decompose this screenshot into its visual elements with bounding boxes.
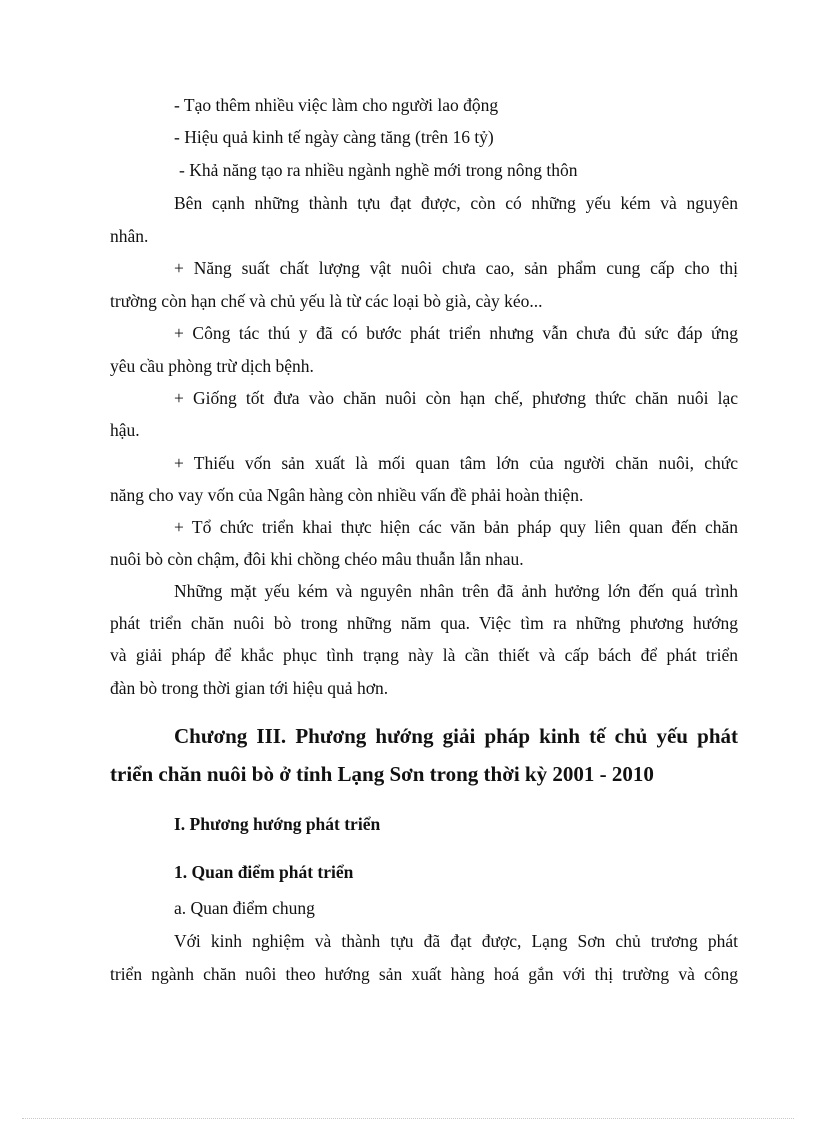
paragraph-line: Những mặt yếu kém và nguyên nhân trên đã ảnh hưởng lớn đến quá trình	[174, 581, 738, 601]
page-bottom-rule	[22, 1118, 794, 1119]
bullet-line: - Hiệu quả kinh tế ngày càng tăng (trên 16 tỷ)	[174, 127, 494, 147]
paragraph-line: năng cho vay vốn của Ngân hàng còn nhiều vấn đề phải hoàn thiện.	[110, 485, 584, 505]
paragraph-line: Với kinh nghiệm và thành tựu đã đạt được, Lạng Sơn chủ trương phát	[174, 931, 738, 951]
section-heading: I. Phương hướng phát triển	[174, 814, 381, 834]
bullet-line: - Khả năng tạo ra nhiều ngành nghề mới trong nông thôn	[179, 160, 578, 180]
paragraph-line: đàn bò trong thời gian tới hiệu quả hơn.	[110, 678, 389, 698]
paragraph-line: và giải pháp để khắc phục tình trạng này là cần thiết và cấp bách để phát triển	[110, 645, 738, 665]
paragraph-line: hậu.	[110, 420, 140, 440]
paragraph-line: + Thiếu vốn sản xuất là mối quan tâm lớn của người chăn nuôi, chức	[174, 453, 738, 473]
paragraph-line: Bên cạnh những thành tựu đạt được, còn có những yếu kém và nguyên	[174, 193, 738, 213]
chapter-heading: Chương III. Phương hướng giải pháp kinh tế chủ yếu phát	[174, 724, 738, 748]
paragraph-line: phát triển chăn nuôi bò trong những năm qua. Việc tìm ra những phương hướng	[110, 613, 738, 633]
paragraph-line: + Giống tốt đưa vào chăn nuôi còn hạn chế, phương thức chăn nuôi lạc	[174, 388, 738, 408]
paragraph-line: + Năng suất chất lượng vật nuôi chưa cao, sản phẩm cung cấp cho thị	[174, 258, 738, 278]
paragraph-line: + Tổ chức triển khai thực hiện các văn bản pháp quy liên quan đến chăn	[174, 517, 738, 537]
bullet-line: - Tạo thêm nhiều việc làm cho người lao động	[174, 95, 499, 115]
paragraph-line: triển ngành chăn nuôi theo hướng sản xuất hàng hoá gắn với thị trường và công	[110, 964, 738, 984]
paragraph-line: nhân.	[110, 226, 149, 246]
subsection-heading: 1. Quan điểm phát triển	[174, 862, 354, 882]
paragraph-line: + Công tác thú y đã có bước phát triển nhưng vẫn chưa đủ sức đáp ứng	[174, 323, 738, 343]
item-heading: a. Quan điểm chung	[174, 898, 315, 918]
paragraph-line: trường còn hạn chế và chủ yếu là từ các loại bò già, cày kéo...	[110, 291, 543, 311]
paragraph-line: yêu cầu phòng trừ dịch bệnh.	[110, 356, 314, 376]
chapter-heading: triển chăn nuôi bò ở tỉnh Lạng Sơn trong thời kỳ 2001 - 2010	[110, 762, 654, 786]
paragraph-line: nuôi bò còn chậm, đôi khi chồng chéo mâu thuẫn lẫn nhau.	[110, 549, 524, 569]
